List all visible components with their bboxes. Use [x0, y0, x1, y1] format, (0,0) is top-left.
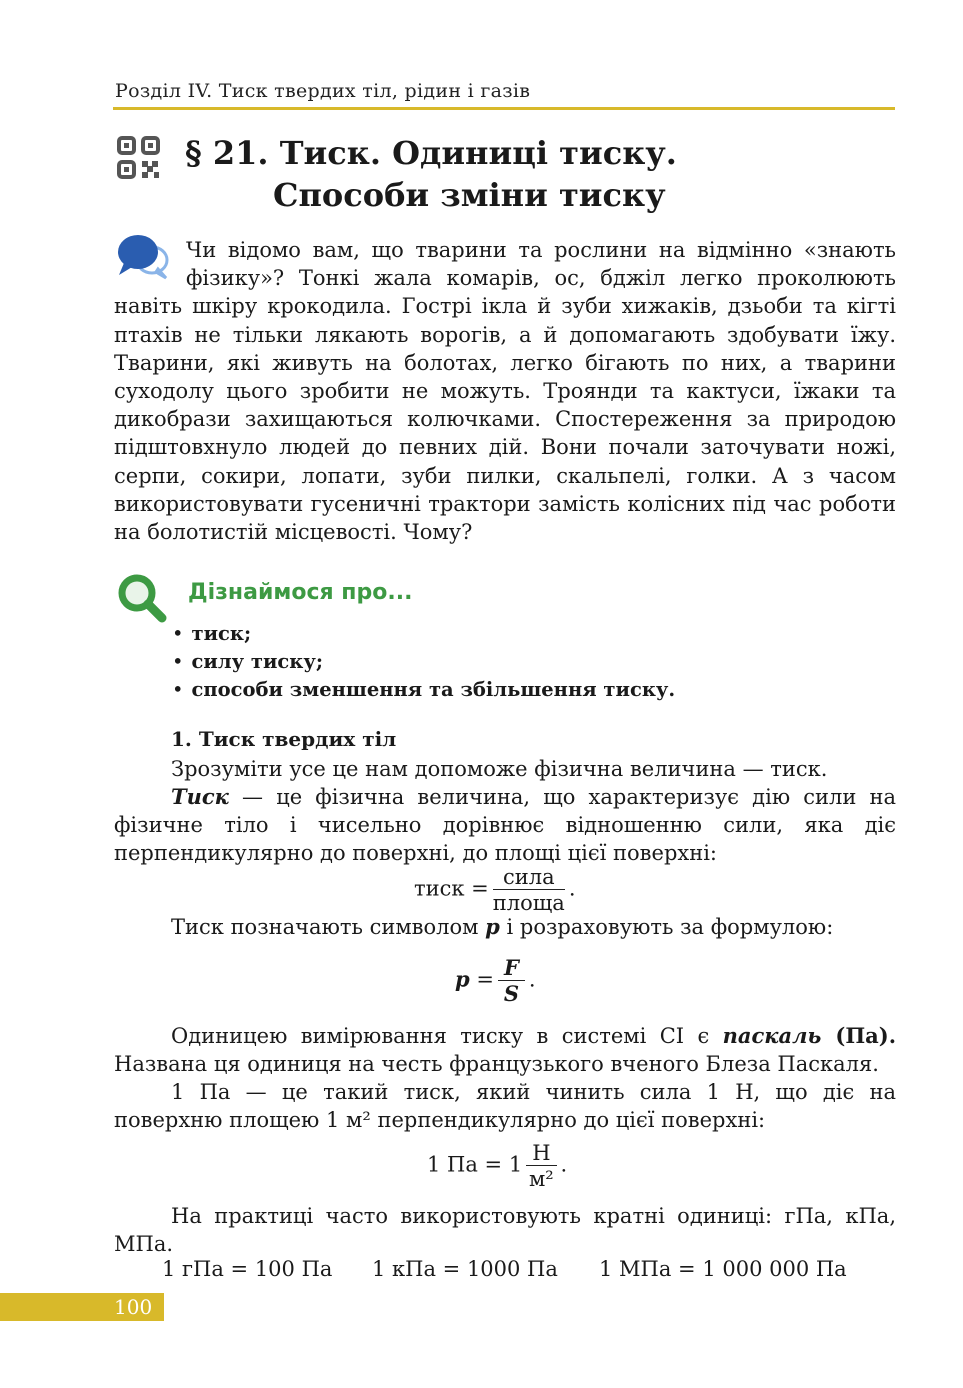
symbol-p: p — [485, 914, 500, 939]
paragraph-title — [185, 132, 677, 216]
section-header: Розділ IV. Тиск твердих тіл, рідин і газів — [115, 80, 531, 102]
formula-symbol-eq: = — [469, 967, 494, 992]
list-item: • способи зменшення та збільшення тиску. — [172, 676, 675, 704]
formula-pascal-left: 1 Па = 1 — [427, 1152, 523, 1177]
page-number: 100 — [114, 1295, 153, 1319]
formula-word-denominator: площа — [492, 891, 565, 915]
paragraph-intro-pressure: Зрозуміти усе це нам допоможе фізична величина — тиск. — [171, 757, 828, 781]
icon-wrap-spacer — [114, 236, 186, 292]
paragraph-symbol-b: і розраховують за формулою: — [499, 915, 834, 939]
formula-word: тиск = $\frac{\text{сила}}{\text{площа}}$ . — [414, 865, 576, 915]
intro-paragraph — [114, 236, 896, 546]
formula-symbol: p = $\frac{F}{S}$ . — [455, 955, 536, 1006]
definition-paragraph — [114, 783, 896, 867]
paragraph-pascal-line2: Названа ця одиниця на честь французького вченого Блеза Паскаля. — [114, 1052, 879, 1076]
formula-symbol-numerator: F — [498, 957, 525, 981]
paragraph-pascal-definition: 1 Па — це такий тиск, який чинить сила 1 Н, що діє на поверхню площею 1 м² перпендикулярно до цієї поверхні: — [114, 1080, 896, 1132]
list-item: • тиск; — [172, 620, 675, 648]
unit-equivalence-2: 1 кПа = 1000 Па — [372, 1257, 558, 1281]
learn-list — [172, 620, 675, 704]
title-line-1: § 21. Тиск. Одиниці тиску. — [185, 134, 677, 172]
header-rule — [113, 107, 895, 110]
magnifier-icon — [116, 572, 168, 624]
title-line-2: Способи зміни тиску — [273, 176, 666, 214]
pascal-term: паскаль — [722, 1023, 822, 1048]
unit-equivalence-1: 1 гПа = 100 Па — [162, 1257, 333, 1281]
learn-title: Дізнаймося про... — [188, 580, 413, 605]
formula-word-numerator: сила — [493, 866, 565, 890]
definition-term: Тиск — [171, 784, 229, 809]
formula-pascal-numerator: Н — [526, 1142, 556, 1166]
pascal-text-a: Одиницею вимірювання тиску в системі СІ є — [171, 1024, 723, 1048]
definition-text: — це фізична величина, що характеризує дію сили на фізичне тіло і чисельно дорівнює відношенню сили, яка діє перпендикулярно до поверхні, до площі цієї поверхні: — [114, 785, 896, 865]
pascal-abbr: (Па). — [821, 1023, 896, 1048]
paragraph-pascal-line1 — [114, 1022, 896, 1050]
list-item: • силу тиску; — [172, 648, 675, 676]
qr-code-icon — [116, 135, 162, 181]
intro-text: Чи відомо вам, що тварини та рослини на відмінно «знають фізику»? Тонкі жала комарів, ос, бджіл легко проколюють навіть шкіру крокодила. Гострі ікла й зуби хижаків, дзьоби та кігті птахів не тільки лякають ворогів, а й допомагають здобувати їжу. Тварини, які живуть на болотах, легко бігають по них, а тварини суходолу цього зробити не можуть. Троянди та кактуси, їжаки та дикобрази захищаються колючками. Спостереження за природою підштовхнуло людей до певних дій. Вони почали заточувати ножі, серпи, сокири, лопати, зуби пилки, скальпелі, голки. А з часом використовувати гусеничні трактори замість колісних під час роботи на болотистій місцевості. Чому? — [114, 238, 896, 545]
formula-symbol-denominator: S — [503, 981, 520, 1006]
subsection-heading: 1. Тиск твердих тіл — [171, 727, 397, 751]
paragraph-multiples: На практиці часто використовують кратні одиниці: гПа, кПа, МПа. — [114, 1204, 896, 1256]
paragraph-symbol — [114, 913, 896, 941]
formula-word-left: тиск = — [414, 876, 489, 901]
formula-pascal: 1 Па = 1 $\frac{Н}{\text{м²}}$ . — [427, 1141, 568, 1191]
paragraph-pascal — [114, 1022, 896, 1078]
formula-symbol-p: p — [455, 966, 470, 992]
unit-equivalence-3: 1 МПа = 1 000 000 Па — [599, 1257, 847, 1281]
formula-pascal-denominator: м² — [528, 1167, 554, 1191]
paragraph-symbol-a: Тиск позначають символом — [171, 915, 486, 939]
